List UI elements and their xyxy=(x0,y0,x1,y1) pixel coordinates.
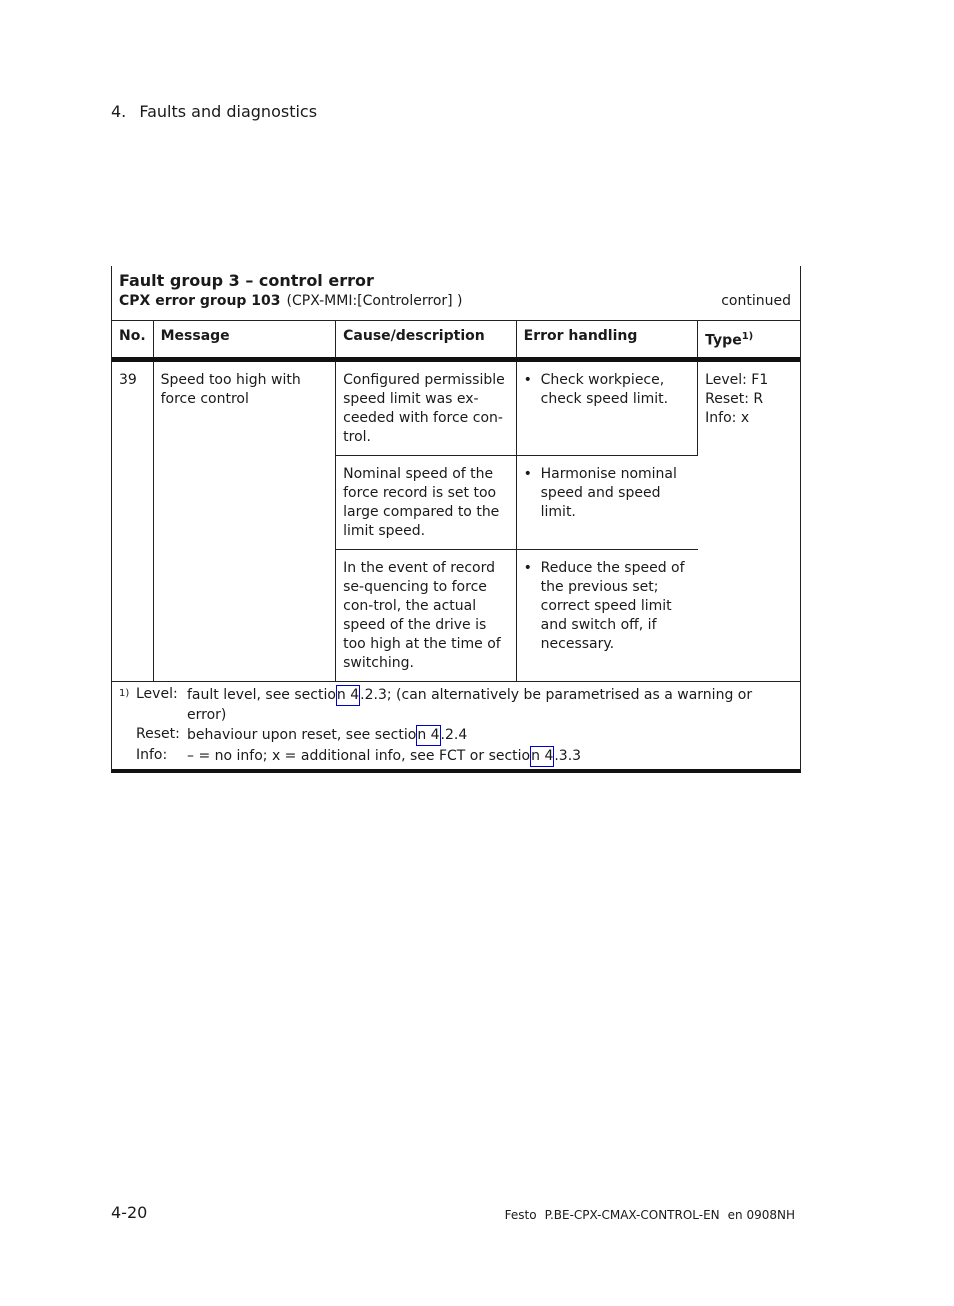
type-reset: Reset: R xyxy=(705,390,764,407)
footnote-label: Level: xyxy=(136,685,178,702)
col-header-type xyxy=(698,321,800,359)
cpx-error-group-label: CPX error group 103 xyxy=(119,293,281,309)
type-level: Level: F1 xyxy=(705,371,769,388)
bullet-icon: • xyxy=(523,465,532,482)
page-header xyxy=(111,102,317,121)
footnote-label: Info: xyxy=(136,746,168,763)
footnote-text-pre: – = no info; x = additional info, see FCT or sectio xyxy=(187,747,531,764)
footnote-level xyxy=(136,685,793,725)
type-cell xyxy=(698,359,800,681)
cpx-error-group-mmi: (CPX-MMI:[Controlerror] ) xyxy=(286,293,463,309)
table-row xyxy=(112,359,800,455)
col-header-handling: Error handling xyxy=(516,321,698,359)
document-footer xyxy=(497,1208,795,1222)
cause-cell: Configured permissible speed limit was ex-ceeded with force con-trol. xyxy=(336,359,517,455)
fault-table-box xyxy=(111,266,801,773)
footnote-label: Reset: xyxy=(136,725,180,742)
footnote-text xyxy=(187,725,467,746)
section-link[interactable]: n 4 xyxy=(336,685,360,706)
handling-text: Harmonise nominal speed and speed limit. xyxy=(540,465,677,520)
handling-text: Reduce the speed of the previous set; correct speed limit and switch off, if necessary. xyxy=(540,559,685,652)
footnote-text-pre: behaviour upon reset, see sectio xyxy=(187,726,417,743)
type-footnote-ref: 1) xyxy=(741,331,754,342)
chapter-number: 4. xyxy=(111,102,127,121)
bullet-icon: • xyxy=(523,371,532,388)
footnote-text-post: .2.4 xyxy=(440,726,468,743)
footnote-text-post: .3.3 xyxy=(554,747,582,764)
fault-group-title: Fault group 3 – control error xyxy=(119,271,374,290)
col-header-message: Message xyxy=(153,321,336,359)
page-number: 4-20 xyxy=(111,1203,148,1222)
table-header-row xyxy=(112,321,800,359)
footnote-text xyxy=(187,746,581,767)
bullet-icon: • xyxy=(523,559,532,576)
footnote-text-pre: fault level, see sectio xyxy=(187,686,336,703)
entry-message: Speed too high with force control xyxy=(153,359,336,681)
col-header-type-label: Type xyxy=(705,332,742,349)
footer-lang: en 0908NH xyxy=(727,1208,795,1222)
col-header-no: No. xyxy=(112,321,153,359)
continued-label: continued xyxy=(721,293,791,309)
col-header-cause: Cause/description xyxy=(336,321,517,359)
footer-doc-id: P.BE-CPX-CMAX-CONTROL-EN xyxy=(544,1208,720,1222)
footnote-text-post: .2.3; (can alternatively be parametrised as a warning or error) xyxy=(187,686,753,723)
footnote-mark: 1) xyxy=(119,687,130,699)
cause-cell: In the event of record se-quencing to force con-trol, the actual speed of the drive is too high at the time of switching. xyxy=(336,549,517,681)
handling-cell xyxy=(516,455,698,549)
entry-number: 39 xyxy=(112,359,153,681)
section-link[interactable]: n 4 xyxy=(416,725,440,746)
cpx-error-group xyxy=(119,292,792,311)
handling-text: Check workpiece, check speed limit. xyxy=(540,371,669,407)
type-info: Info: x xyxy=(705,409,750,426)
footnote-text xyxy=(187,685,793,725)
section-link[interactable]: n 4 xyxy=(530,746,554,767)
footer-brand: Festo xyxy=(504,1208,537,1222)
footnote-info xyxy=(136,746,793,767)
fault-table xyxy=(112,321,800,681)
table-footnote xyxy=(112,681,800,769)
table-caption xyxy=(112,266,800,321)
cause-cell: Nominal speed of the force record is set too large compared to the limit speed. xyxy=(336,455,517,549)
handling-cell xyxy=(516,549,698,681)
handling-cell xyxy=(516,359,698,455)
footnote-reset xyxy=(136,725,793,746)
chapter-title: Faults and diagnostics xyxy=(139,102,318,121)
